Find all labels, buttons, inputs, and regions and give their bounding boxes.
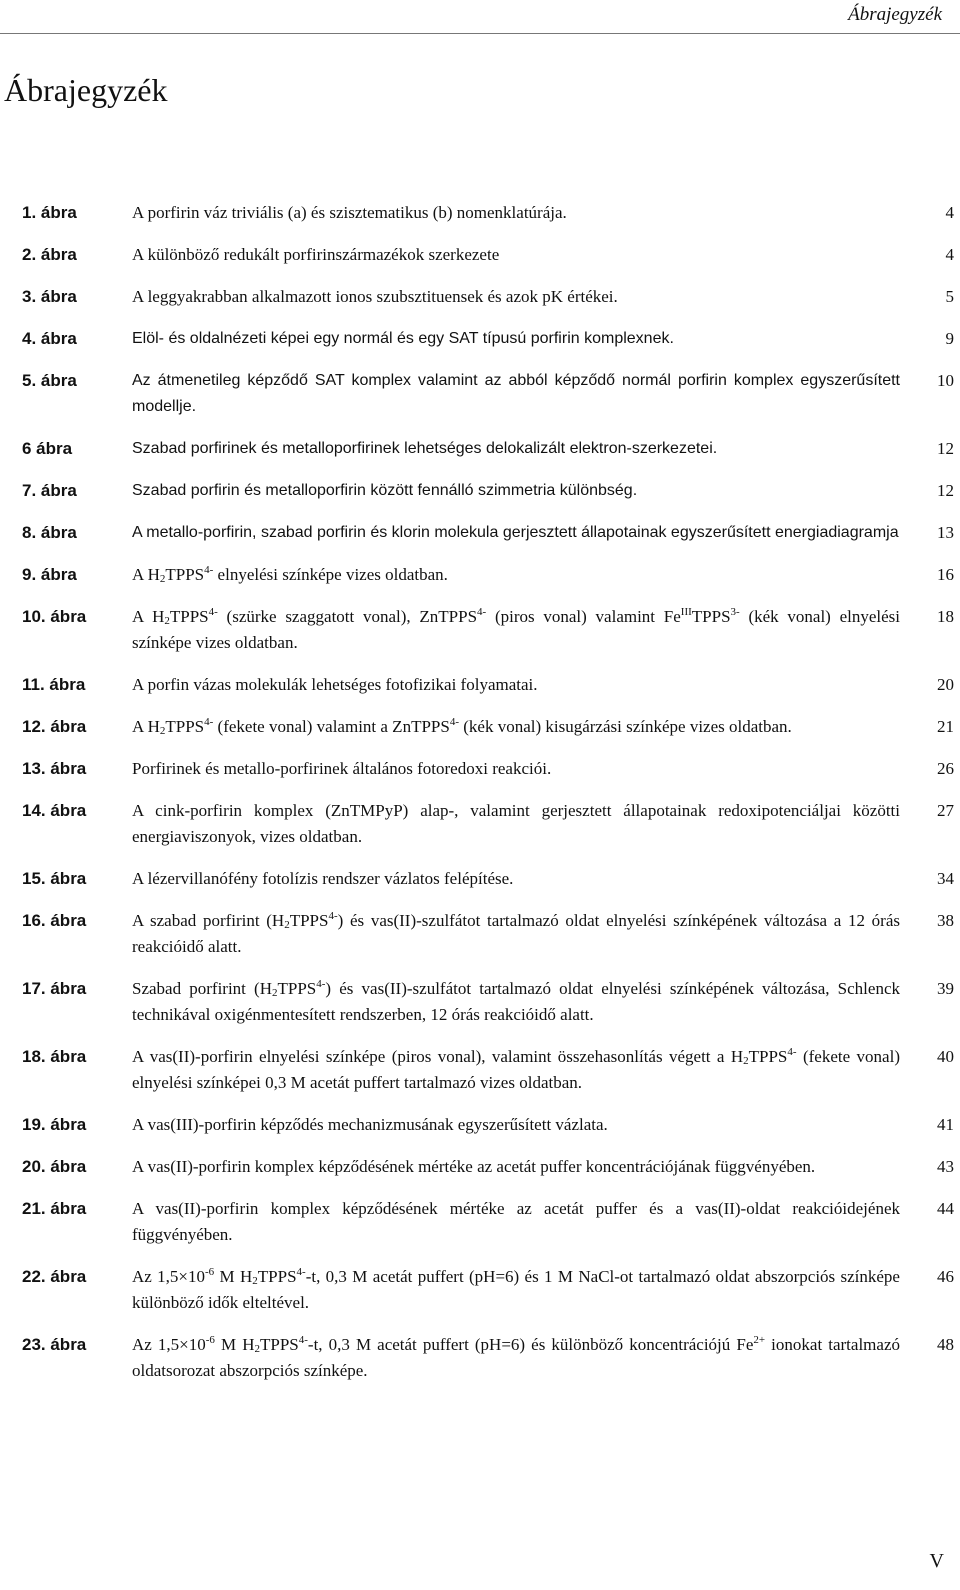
figure-caption [132, 562, 900, 588]
figure-caption [132, 520, 900, 546]
subscript: 2 [254, 1343, 260, 1355]
subscript: 2 [284, 919, 290, 931]
caption-text: M H [214, 1267, 253, 1286]
figure-number: 10. ábra [22, 607, 87, 626]
figure-caption [132, 866, 900, 892]
superscript: 4- [208, 606, 218, 618]
subscript: 2 [164, 615, 170, 627]
figure-page: 5 [945, 287, 954, 306]
figure-entry [0, 200, 960, 226]
caption-text: A cink-porfirin komplex (ZnTMPyP) alap-, valamint gerjesztett állapotainak redoxipotenciáljai közötti energiaviszonyok, vizes oldatban. [132, 801, 900, 846]
figure-entry [0, 1112, 960, 1138]
figure-entry [0, 562, 960, 588]
figure-caption [132, 1264, 900, 1316]
figure-page: 20 [937, 675, 954, 694]
figure-page: 34 [937, 869, 954, 888]
figure-entry [0, 866, 960, 892]
figure-entry [0, 478, 960, 504]
superscript: 4- [449, 716, 459, 728]
figure-number: 11. ábra [22, 675, 86, 694]
figure-entry [0, 714, 960, 740]
superscript: 4- [316, 978, 326, 990]
caption-text: TPPS [748, 1047, 788, 1066]
figure-number: 21. ábra [22, 1199, 87, 1218]
caption-text: ionokat tartalmazó oldatsorozat abszorpciós színképe. [132, 1335, 900, 1380]
figure-number: 6 ábra [22, 439, 73, 458]
caption-text: Porfirinek és metallo-porfirinek általános fotoredoxi reakciói. [132, 759, 552, 778]
figure-entry [0, 976, 960, 1028]
figure-entry [0, 798, 960, 850]
subscript: 2 [252, 1275, 258, 1287]
figure-page: 48 [937, 1335, 954, 1354]
caption-text: A H [132, 565, 160, 584]
caption-text: A lézervillanófény fotolízis rendszer vázlatos felépítése. [132, 869, 514, 888]
figure-caption [132, 1196, 900, 1248]
caption-text: -t, 0,3 M acetát puffert (pH=6) és 1 M NaCl-ot tartalmazó oldat abszorpciós színképe különböző idők elteltével. [132, 1267, 900, 1312]
superscript: -6 [205, 1334, 215, 1346]
figure-entry [0, 368, 960, 420]
caption-text: M H [214, 1335, 255, 1354]
figure-entry [0, 520, 960, 546]
figure-page: 39 [937, 979, 954, 998]
figure-caption [132, 908, 900, 960]
figure-entry [0, 1196, 960, 1248]
caption-text: TPPS [289, 911, 329, 930]
caption-text: (fekete vonal) valamint a ZnTPPS [213, 717, 450, 736]
superscript: 4- [204, 716, 214, 728]
figure-caption [132, 1044, 900, 1096]
figure-caption [132, 672, 900, 698]
figure-number: 1. ábra [22, 203, 77, 222]
figure-page: 21 [937, 717, 954, 736]
figure-number: 5. ábra [22, 371, 77, 390]
figure-page: 44 [937, 1199, 954, 1218]
figure-number: 8. ábra [22, 523, 77, 542]
figure-number: 23. ábra [22, 1335, 87, 1354]
figure-page: 4 [945, 245, 954, 264]
caption-text: -t, 0,3 M acetát puffert (pH=6) és különböző koncentrációjú Fe [307, 1335, 754, 1354]
figure-page: 9 [945, 329, 954, 348]
figure-number: 3. ábra [22, 287, 77, 306]
figure-number: 12. ábra [22, 717, 87, 736]
figure-entry [0, 436, 960, 462]
figure-number: 2. ábra [22, 245, 77, 264]
figure-number: 7. ábra [22, 481, 77, 500]
figure-caption [132, 1154, 900, 1180]
caption-text: A porfirin váz triviális (a) és szisztematikus (b) nomenklatúrája. [132, 203, 567, 222]
figure-caption [132, 976, 900, 1028]
caption-text: A vas(II)-porfirin komplex képződésének mértéke az acetát puffer és a vas(II)-oldat reakcióidejének függvényében. [132, 1199, 900, 1244]
figure-caption [132, 242, 900, 268]
caption-text: A szabad porfirint (H [132, 911, 285, 930]
figure-number: 15. ábra [22, 869, 87, 888]
superscript: 2+ [753, 1334, 766, 1346]
superscript: 4- [296, 1266, 306, 1278]
caption-text: Elöl- és oldalnézeti képei egy normál és egy SAT típusú porfirin komplexnek. [132, 330, 674, 347]
figure-entry [0, 1264, 960, 1316]
figure-page: 41 [937, 1115, 954, 1134]
figure-caption [132, 200, 900, 226]
figure-page: 16 [937, 565, 954, 584]
figure-caption [132, 368, 900, 420]
caption-text: Az átmenetileg képződő SAT komplex valamint az abból képződő normál porfirin komplex egyszerűsített modellje. [132, 372, 900, 415]
caption-text: (kék vonal) kisugárzási színképe vizes oldatban. [459, 717, 792, 736]
figure-page: 27 [937, 801, 954, 820]
page-title: Ábrajegyzék [4, 72, 168, 108]
subscript: 2 [272, 987, 278, 999]
figure-caption [132, 1332, 900, 1384]
caption-text: TPPS [169, 607, 209, 626]
caption-text: TPPS [277, 979, 317, 998]
figure-entry [0, 908, 960, 960]
figure-page: 12 [937, 439, 954, 458]
caption-text: TPPS [165, 717, 205, 736]
caption-text: Szabad porfirin és metalloporfirin között fennálló szimmetria különbség. [132, 482, 638, 499]
figure-caption [132, 798, 900, 850]
figure-caption [132, 714, 900, 740]
caption-text: A vas(III)-porfirin képződés mechanizmusának egyszerűsített vázlata. [132, 1115, 608, 1134]
caption-text: ) és vas(II)-szulfátot tartalmazó oldat elnyelési színképének változása, Schlenck technikával oxigénmentesített rendszerben, 12 órás reakcióidő alatt. [132, 979, 900, 1024]
figure-caption [132, 756, 900, 782]
header-rule [0, 33, 960, 34]
caption-text: TPPS [691, 607, 731, 626]
figure-caption [132, 326, 900, 352]
caption-text: Az 1,5×10 [132, 1335, 206, 1354]
caption-text: ) és vas(II)-szulfátot tartalmazó oldat elnyelési színképének változása a 12 órás reakcióidő alatt. [132, 911, 901, 956]
caption-text: Szabad porfirint (H [132, 979, 272, 998]
figure-number: 4. ábra [22, 329, 77, 348]
figure-caption [132, 436, 900, 462]
figure-page: 10 [937, 371, 954, 390]
figure-entry [0, 242, 960, 268]
figure-number: 19. ábra [22, 1115, 87, 1134]
running-header: Ábrajegyzék [848, 4, 942, 25]
page-number: V [929, 1550, 944, 1572]
figure-caption [132, 284, 900, 310]
figure-page: 4 [945, 203, 954, 222]
caption-text: (kék vonal) elnyelési színképe vizes oldatban. [132, 607, 900, 652]
figure-entry [0, 1044, 960, 1096]
figure-number: 16. ábra [22, 911, 87, 930]
figure-entry [0, 604, 960, 656]
superscript: 4- [477, 606, 487, 618]
caption-text: Szabad porfirinek és metalloporfirinek lehetséges delokalizált elektron-szerkezetei. [132, 440, 718, 457]
caption-text: (fekete vonal) elnyelési színképei 0,3 M acetát puffert tartalmazó vizes oldatban. [132, 1047, 900, 1092]
figure-entry [0, 326, 960, 352]
figure-caption [132, 478, 900, 504]
caption-text: A leggyakrabban alkalmazott ionos szubsztituensek és azok pK értékei. [132, 287, 618, 306]
subscript: 2 [743, 1055, 749, 1067]
caption-text: A vas(II)-porfirin elnyelési színképe (piros vonal), valamint összehasonlítás végett a H [132, 1047, 744, 1066]
figure-number: 14. ábra [22, 801, 87, 820]
caption-text: TPPS [257, 1267, 297, 1286]
caption-text: A metallo-porfirin, szabad porfirin és klorin molekula gerjesztett állapotainak egyszerűsített energiadiagramja [132, 524, 899, 541]
figure-entry [0, 756, 960, 782]
figure-entry [0, 284, 960, 310]
figure-number: 18. ábra [22, 1047, 87, 1066]
figure-caption [132, 1112, 900, 1138]
figure-number: 9. ábra [22, 565, 77, 584]
caption-text: A porfin vázas molekulák lehetséges fotofizikai folyamatai. [132, 675, 538, 694]
caption-text: A különböző redukált porfirinszármazékok szerkezete [132, 245, 500, 264]
figure-caption [132, 604, 900, 656]
figure-list [0, 200, 960, 1400]
superscript: 4- [204, 564, 214, 576]
caption-text: A H [132, 607, 165, 626]
figure-page: 26 [937, 759, 954, 778]
figure-number: 22. ábra [22, 1267, 87, 1286]
superscript: -6 [205, 1266, 215, 1278]
figure-page: 12 [937, 481, 954, 500]
figure-entry [0, 1332, 960, 1384]
superscript: 4- [328, 910, 338, 922]
superscript: 4- [298, 1334, 308, 1346]
superscript: III [680, 606, 692, 618]
caption-text: A H [132, 717, 160, 736]
caption-text: TPPS [165, 565, 205, 584]
figure-page: 46 [937, 1267, 954, 1286]
caption-text: A vas(II)-porfirin komplex képződésének mértéke az acetát puffer koncentrációjának függvényében. [132, 1157, 816, 1176]
caption-text: elnyelési színképe vizes oldatban. [213, 565, 448, 584]
figure-page: 43 [937, 1157, 954, 1176]
superscript: 3- [730, 606, 740, 618]
figure-entry [0, 1154, 960, 1180]
figure-number: 17. ábra [22, 979, 87, 998]
figure-entry [0, 672, 960, 698]
figure-page: 18 [937, 607, 954, 626]
subscript: 2 [159, 573, 166, 585]
figure-page: 40 [937, 1047, 954, 1066]
figure-number: 20. ábra [22, 1157, 87, 1176]
caption-text: Az 1,5×10 [132, 1267, 206, 1286]
figure-page: 13 [937, 523, 954, 542]
figure-page: 38 [937, 911, 954, 930]
caption-text: TPPS [259, 1335, 299, 1354]
caption-text: (szürke szaggatott vonal), ZnTPPS [217, 607, 478, 626]
figure-number: 13. ábra [22, 759, 87, 778]
subscript: 2 [159, 725, 166, 737]
superscript: 4- [787, 1046, 797, 1058]
caption-text: (piros vonal) valamint Fe [486, 607, 681, 626]
